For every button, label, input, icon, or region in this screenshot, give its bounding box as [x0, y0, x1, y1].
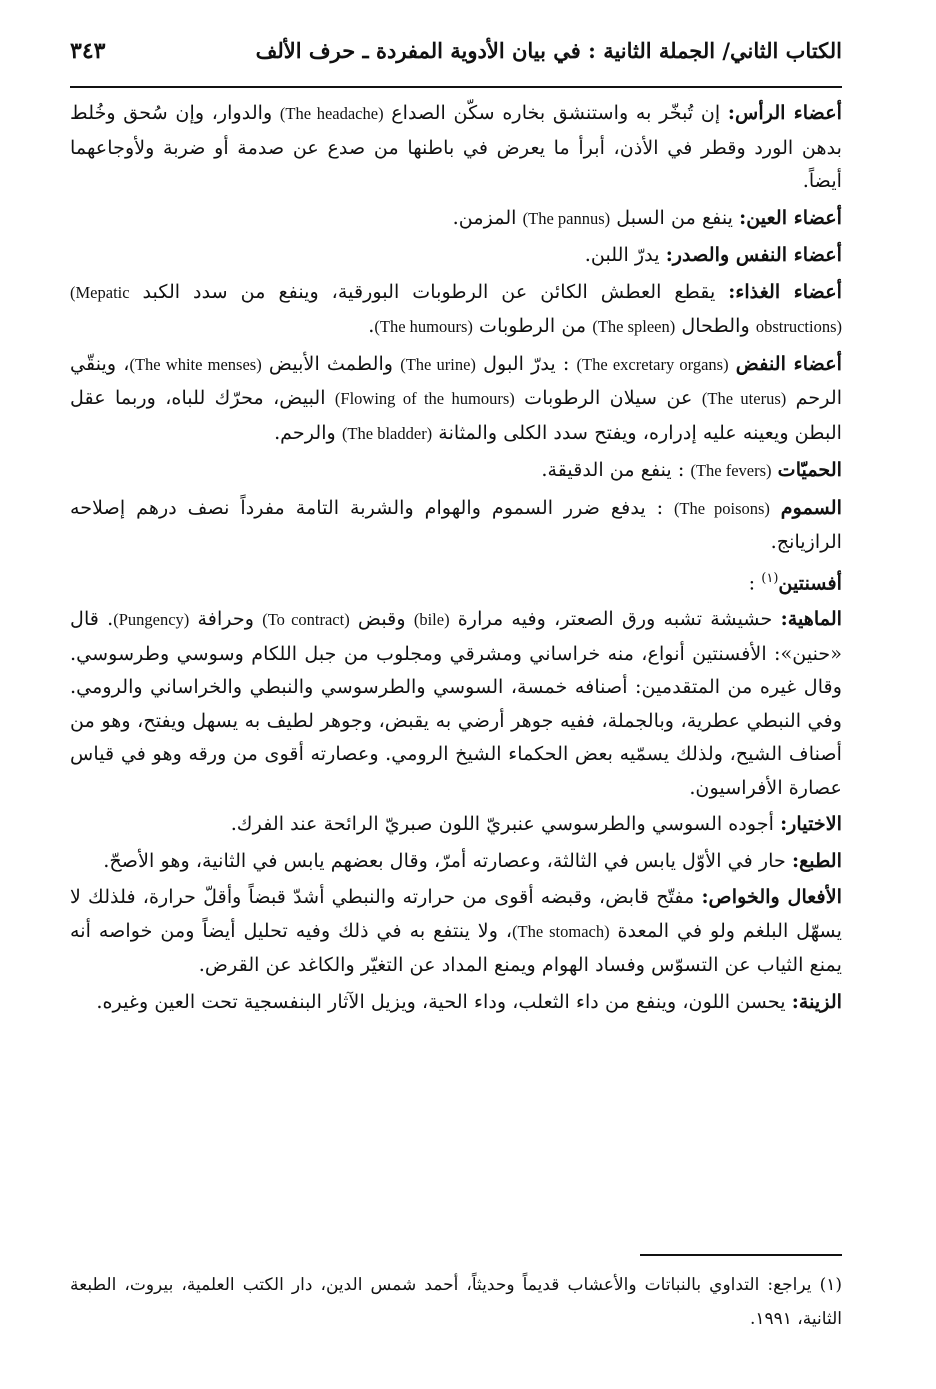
text-segment: مفتّح قابض، وقبضه أقوى من حرارته والنبطي أشدّ قبضاً وأقلّ حرارة، فلذلك لا يسهّل البلغم ولو في المعدة [70, 885, 842, 942]
english-gloss: (The excretary organs) [576, 354, 729, 374]
text-segment: أجوده السوسي والطرسوسي عنبريّ اللون صبريّ الرائحة عند الفرك. [230, 812, 774, 836]
paragraph-term: أعضاء الغذاء: [728, 279, 842, 303]
text-segment: : يدرّ البول [483, 351, 570, 375]
paragraph-term: السموم [780, 495, 842, 519]
paragraph [70, 238, 842, 272]
running-header [70, 38, 842, 88]
english-gloss: (The urine) [400, 354, 476, 374]
text-segment: من الرطوبات [479, 314, 587, 337]
text-segment: والطحال [681, 314, 750, 337]
paragraph-term: أعضاء العين: [739, 205, 842, 229]
paragraph [70, 491, 842, 559]
text-segment: المزمن. [452, 205, 517, 229]
paragraph-term: الأفعال والخواص: [701, 885, 842, 909]
text-segment: يقطع العطش الكائن عن الرطوبات البورقية، وينفع من سدد الكبد [142, 279, 716, 303]
text-segment: وقبض [357, 607, 406, 631]
paragraph-term: الاختيار: [780, 812, 842, 836]
paragraph [70, 347, 842, 451]
paragraph [70, 453, 842, 488]
paragraph [70, 201, 842, 236]
paragraph [70, 985, 842, 1019]
text-segment: والطمث الأبيض [268, 351, 394, 375]
english-gloss: (The headache) [279, 104, 384, 123]
text-segment: حشيشة تشبه ورق الصعتر، وفيه مرارة [457, 607, 773, 631]
footnote-marker: (١) [761, 570, 779, 586]
text-segment: يحسن اللون، وينفع من داء الثعلب، وداء الحية، ويزيل الآثار البنفسجية تحت العين وغيره. [96, 989, 786, 1013]
text-segment: والرحم. [274, 420, 336, 444]
page [70, 38, 842, 1021]
paragraph [70, 880, 842, 982]
english-gloss: (The fevers) [690, 461, 772, 480]
text-segment: ، ولا ينتفع به في ذلك وفيه تحليل أيضاً ومن خواصه أنه يمنع الثياب عن التسوّس وفساد الهوام ويمنع المداد عن التغيّر والكاغد عن القرض. [70, 918, 842, 977]
paragraph-term: الماهية: [780, 607, 843, 631]
paragraph-term: الزينة: [791, 989, 842, 1013]
english-gloss: (Pungency) [113, 610, 190, 630]
page-number: ٣٤٣ [70, 38, 106, 64]
english-gloss: (The stomach) [512, 921, 610, 941]
english-gloss: (Mepatic obstructions) [70, 282, 842, 336]
english-gloss: (The white menses) [129, 354, 262, 374]
text-segment: ، وينقّي الرحم [70, 351, 843, 409]
text-segment: إن تُبخّر به واستنشق بخاره سكّن الصداع [391, 101, 721, 124]
section-heading [70, 562, 842, 600]
text-segment: ينفع من السبل [616, 205, 733, 229]
english-gloss: (Flowing of the humours) [334, 389, 515, 408]
paragraph [70, 807, 842, 841]
english-gloss: (To contract) [262, 610, 350, 630]
main-text [70, 96, 842, 1018]
text-segment: والدوار، وإن سُحق وخُلط بدهن الورد وقطر في الأذن، أبرأ ما يعرض في باطنها من صدع عن صدمة أو ضربة ولأوجاعهما أيضاً. [70, 101, 842, 192]
text-segment: . قال «حنين»: الأفسنتين أنواع، منه خراساني ومشرقي ومجلوب من جبل اللكام وسوسي وطرسوسي. وقال غيره من المتقدمين: أصنافه خمسة، السوسي والطرسوسي والنبطي والخراساني والرومي. وفي النبطي عطرية، وبالجملة، ففيه جوهر أرضي به يقبض، وجوهر لطيف به يسهل ويفتح، وهو من أصناف الشيح، ولذلك يسمّيه بعض الحكماء الشيخ الرومي. وعصارته أقوى من ورقه وهو في قياس عصارة الأفراسيون. [70, 607, 842, 799]
footnote: (١) يراجع: التداوي بالنباتات والأعشاب قديماً وحديثاً، أحمد شمس الدين، دار الكتب العلمية، بيروت، الطبعة الثانية، ١٩٩١. [70, 1275, 842, 1329]
text-segment: : [748, 570, 756, 594]
text-segment: وحرافة [197, 607, 255, 631]
header-title: الكتاب الثاني/ الجملة الثانية : في بيان الأدوية المفردة ـ حرف الألف [255, 38, 842, 63]
text-segment: . [368, 314, 375, 337]
english-gloss: (The humours) [374, 317, 473, 336]
paragraph-term: أعضاء النفض [735, 351, 842, 375]
paragraph-term: أعضاء الرأس: [727, 101, 842, 124]
english-gloss: (The spleen) [592, 317, 676, 336]
english-gloss: (The uterus) [701, 389, 787, 408]
english-gloss: (The pannus) [522, 208, 611, 228]
paragraph-term: الحميّات [777, 458, 842, 481]
paragraph [70, 96, 842, 198]
english-gloss: (The poisons) [673, 498, 770, 518]
text-segment: البيض، محرّك للباه، وربما عقل البطن ويعينه عليه إدراره، ويفتح سدد الكلى والمثانة [70, 386, 842, 444]
paragraph-term: أعضاء النفس والصدر: [665, 243, 842, 266]
text-segment: عن سيلان الرطوبات [524, 386, 693, 409]
paragraph [70, 602, 842, 804]
text-segment: حار في الأوّل يابس في الثالثة، وعصارته أمرّ، وقال بعضهم يابس في الثانية، وهو الأصحّ. [103, 848, 786, 872]
paragraph-term: الطبع: [791, 848, 842, 872]
footnote-divider [640, 1254, 842, 1256]
text-segment: يدرّ اللبن. [584, 243, 660, 266]
english-gloss: (bile) [413, 610, 450, 630]
paragraph [70, 844, 842, 878]
english-gloss: (The bladder) [341, 423, 433, 443]
paragraph [70, 275, 842, 344]
text-segment: : ينفع من الدقيقة. [541, 458, 685, 481]
heading-term: أفسنتين [778, 570, 842, 594]
text-segment: : يدفع ضرر السموم والهوام والشربة التامة مفرداً نصف درهم إصلاحه الرازيانج. [70, 495, 842, 553]
